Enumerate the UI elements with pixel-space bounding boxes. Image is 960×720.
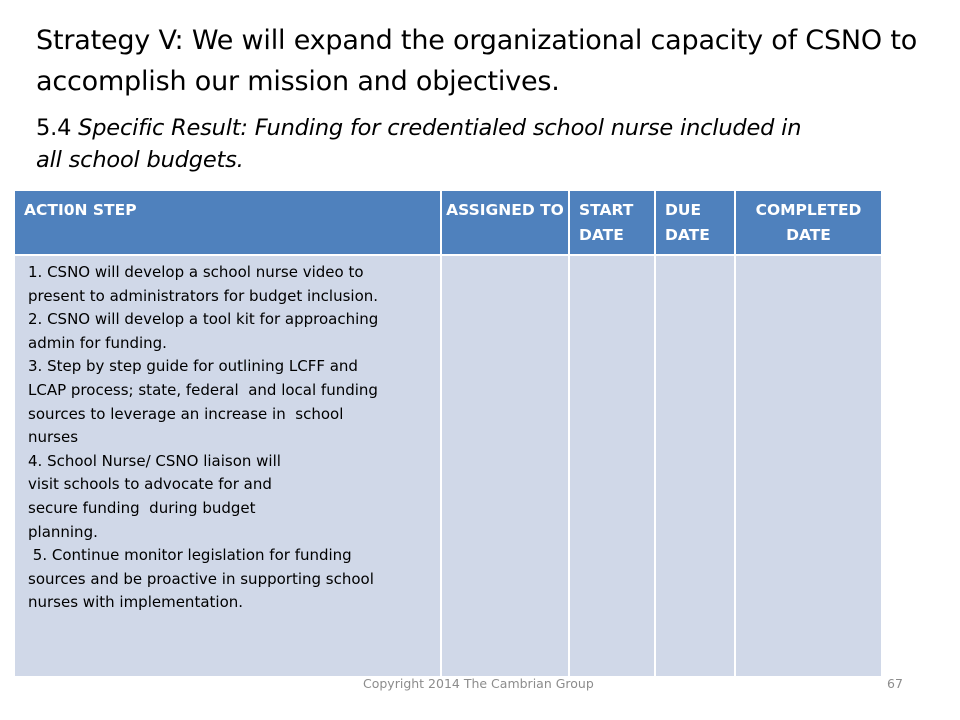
action-step-line: 3. Step by step guide for outlining LCFF and [28,357,358,376]
action-step-line: planning. [28,522,98,541]
action-step-line: secure funding during budget [28,498,256,517]
table-header-row [15,191,881,255]
subtitle-text: Specific Result: Funding for credentialed school nurse included in all school budgets. [36,115,802,173]
due-date-cell [655,255,735,676]
page-number: 67 [887,676,903,691]
action-step-line: LCAP process; state, federal and local funding [28,380,378,399]
header-action-step: ACTI0N STEP [15,191,441,255]
start-date-cell [569,255,655,676]
header-start-date: START DATE [569,191,655,255]
action-step-line: sources and be proactive in supporting school [28,569,374,588]
action-step-line: nurses with implementation. [28,593,244,612]
slide-subtitle [36,112,806,176]
action-step-line: sources to leverage an increase in school [28,404,344,423]
action-steps-cell [15,255,441,676]
action-step-line: nurses [28,428,79,447]
subtitle-number: 5.4 [36,115,79,141]
table-row [15,255,881,676]
action-step-line: visit schools to advocate for and [28,475,272,494]
slide-title: Strategy V: We will expand the organizational capacity of CSNO to accomplish our mission and objectives. [36,25,918,97]
action-step-line: 2. CSNO will develop a tool kit for approaching [28,310,379,329]
action-step-line: present to administrators for budget inclusion. [28,286,379,305]
action-step-line: 5. Continue monitor legislation for funding [28,546,352,565]
assigned-to-cell [441,255,569,676]
action-step-line: 4. School Nurse/ CSNO liaison will [28,451,281,470]
header-assigned-to: ASSIGNED TO [441,191,569,255]
completed-date-cell [735,255,881,676]
action-plan-table [15,191,881,676]
copyright-text: Copyright 2014 The Cambrian Group [363,676,594,691]
action-step-line: admin for funding. [28,333,167,352]
action-step-line: 1. CSNO will develop a school nurse video to [28,263,364,281]
header-completed-date: COMPLETED DATE [735,191,881,255]
header-due-date: DUE DATE [655,191,735,255]
